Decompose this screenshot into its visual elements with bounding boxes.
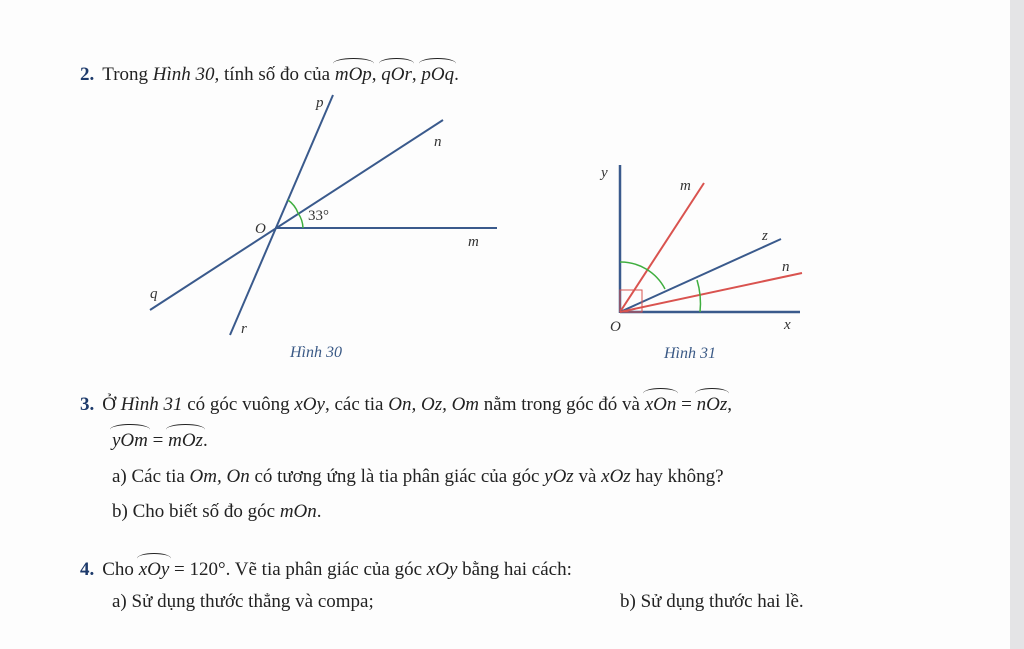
label-n: n bbox=[782, 259, 790, 275]
angle-mOp: mOp bbox=[335, 58, 372, 86]
label-r: r bbox=[241, 321, 247, 337]
problem-3a: a) Các tia Om, On có tương ứng là tia phân giác của góc yOz và xOz hay không? bbox=[112, 466, 724, 487]
problem-3b: b) Cho biết số đo góc mOn. bbox=[112, 501, 322, 522]
angle-mark bbox=[620, 262, 665, 289]
line-nq bbox=[150, 120, 443, 310]
label-m: m bbox=[680, 178, 691, 194]
label-x: x bbox=[784, 317, 791, 333]
label-m: m bbox=[468, 234, 479, 250]
label-O: O bbox=[255, 221, 266, 237]
problem-4: 4. Cho xOy = 120°. Vẽ tia phân giác của góc xOy bằng hai cách: bbox=[80, 553, 572, 581]
angle-pOq: pOq bbox=[421, 58, 454, 86]
problem-3-line-2: yOm = mOz. bbox=[112, 424, 208, 452]
label-n: n bbox=[434, 134, 442, 150]
problem-2: 2. Trong Hình 30, tính số đo của mOp, qOr, pOq. bbox=[80, 58, 459, 86]
angle-label: 33° bbox=[308, 208, 329, 224]
label-z: z bbox=[762, 228, 768, 244]
label-O: O bbox=[610, 319, 621, 335]
label-p: p bbox=[316, 95, 324, 111]
angle-qOr: qOr bbox=[381, 58, 412, 86]
angle-mark bbox=[288, 200, 298, 213]
figure-30 bbox=[150, 95, 497, 361]
problem-4a: a) Sử dụng thước thẳng và compa; bbox=[112, 591, 374, 612]
label-q: q bbox=[150, 286, 158, 302]
caption-figure-30: Hình 30 bbox=[290, 344, 342, 361]
label-y: y bbox=[601, 165, 608, 181]
figure-31 bbox=[599, 165, 802, 362]
problem-4b: b) Sử dụng thước hai lề. bbox=[620, 591, 804, 612]
problem-3: 3. Ở Hình 31 có góc vuông xOy, các tia On, Oz, Om nằm trong góc đó và xOn = nOz, bbox=[80, 388, 732, 416]
angle-mark bbox=[298, 213, 303, 228]
ray-on bbox=[620, 273, 802, 312]
caption-figure-31: Hình 31 bbox=[664, 345, 716, 362]
